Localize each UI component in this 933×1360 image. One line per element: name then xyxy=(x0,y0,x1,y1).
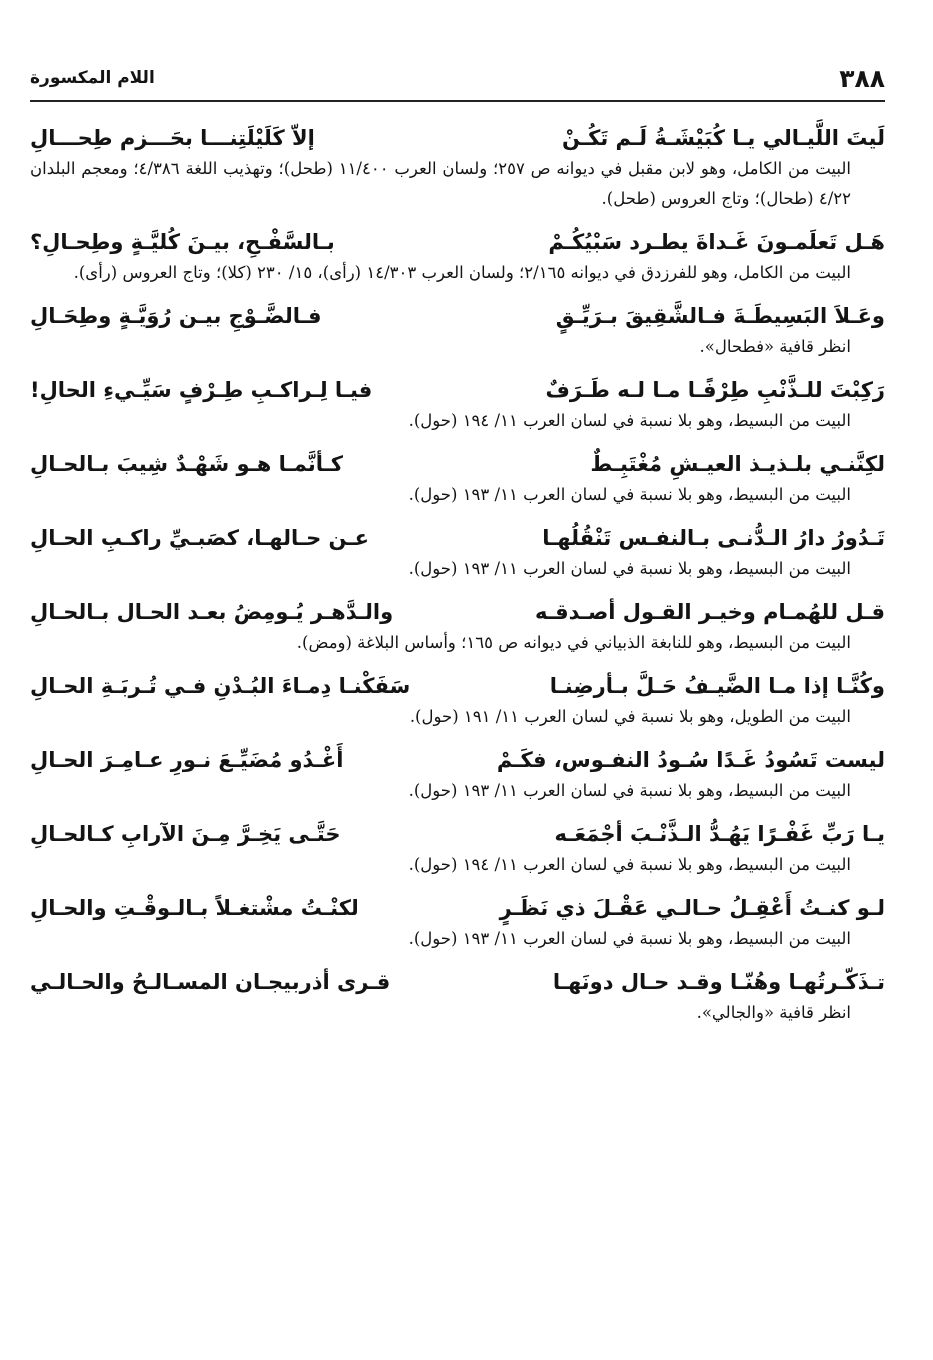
verse-line xyxy=(30,440,885,480)
verse-entry xyxy=(30,114,885,218)
section-title: اللام المكسورة xyxy=(30,68,155,88)
page-number: ٣٨٨ xyxy=(839,63,885,93)
verse-line xyxy=(30,218,885,258)
verse-source-note: البيت من الكامل، وهو للفرزدق في ديوانه ٢/١٦٥؛ ولسان العرب ١٤/٣٠٣ (رأى)، ١٥/ ٢٣٠ (كلا)؛ وتاج العروس (رأى). xyxy=(73,263,851,282)
verse-entry xyxy=(30,366,885,440)
verse-source-note: البيت من البسيط، وهو بلا نسبة في لسان العرب ١١/ ١٩٣ (حول). xyxy=(408,559,851,578)
verse-line xyxy=(30,810,885,850)
verse-first-hemistich: وكُنَّـا إذا مـا الضَّيـفُ حَـلَّ بـأرضِنـا xyxy=(549,674,885,698)
verse-line xyxy=(30,292,885,332)
page-header xyxy=(30,56,885,102)
verse-entry xyxy=(30,440,885,514)
verse-second-hemistich: لكنْـتُ مشْتغـلاً بـالـوقْـتِ والحـالِ xyxy=(30,896,359,920)
verse-second-hemistich: قـرى أذربيجـان المسـالـحُ والحـالـي xyxy=(30,970,391,994)
verse-second-hemistich: فـالضَّـوْجِ بيـن رُوَيَّـةٍ وطِحَـالِ xyxy=(30,304,322,328)
verse-second-hemistich: إلاّ كَلَيْلَتِنـــا بحَـــزم طِحـــالِ xyxy=(30,126,315,150)
verse-source-note: البيت من البسيط، وهو بلا نسبة في لسان العرب ١١/ ١٩٣ (حول). xyxy=(408,929,851,948)
verse-entry xyxy=(30,958,885,1032)
verse-source-note: البيت من الطويل، وهو بلا نسبة في لسان العرب ١١/ ١٩١ (حول). xyxy=(409,707,851,726)
verse-source-note: البيت من البسيط، وهو بلا نسبة في لسان العرب ١١/ ١٩٣ (حول). xyxy=(408,485,851,504)
verse-source-note: البيت من البسيط، وهو بلا نسبة في لسان العرب ١١/ ١٩٤ (حول). xyxy=(408,855,851,874)
verse-entry xyxy=(30,292,885,366)
verse-second-hemistich: أَغْـدُو مُضَيِّـعَ نـورِ عـامِـرَ الحـالِ xyxy=(30,748,344,772)
verse-entry xyxy=(30,588,885,662)
verse-first-hemistich: قـل للهُمـام وخيـر القـول أصـدقـه xyxy=(535,600,885,624)
verse-cross-reference: انظر قافية «والجالي». xyxy=(696,1003,851,1022)
verse-first-hemistich: وعَـلاَ البَسِيطَـةَ فـالشَّقِيقَ بـرَيِّـقٍ xyxy=(555,304,885,328)
verse-source-note: البيت من الكامل، وهو لابن مقبل في ديوانه ص ٢٥٧؛ ولسان العرب ١١/٤٠٠ (طحل)؛ وتهذيب اللغة ٤/٣٨٦؛ ومعجم البلدان ٤/٢٢ (طحال)؛ وتاج العروس (طحل). xyxy=(30,159,851,208)
verse-line xyxy=(30,588,885,628)
verse-first-hemistich: لـو كنـتُ أَعْقِـلُ حـالـي عَقْـلَ ذي نَظَـرٍ xyxy=(499,896,885,920)
verse-first-hemistich: تـذَكّـرتُهـا وهُنّـا وقـد حـال دونَهـا xyxy=(552,970,885,994)
verse-second-hemistich: عـن حـالهـا، كصَبـيِّ راكـبِ الحـالِ xyxy=(30,526,369,550)
verse-first-hemistich: ليست تَسُودُ غَـدًا سُـودُ النفـوس، فكَـمْ xyxy=(496,748,885,772)
verse-entry xyxy=(30,736,885,810)
verse-line xyxy=(30,514,885,554)
verse-first-hemistich: تَـدُورُ دارُ الـدُّنـى بـالنفـس تَنْقُلُهـا xyxy=(542,526,885,550)
verse-line xyxy=(30,958,885,998)
verse-entry xyxy=(30,218,885,292)
verse-line xyxy=(30,366,885,406)
book-page xyxy=(30,56,885,1032)
verse-entry xyxy=(30,662,885,736)
verse-second-hemistich: كـأنَّمـا هـو شَهْـدٌ شِيبَ بـالحـالِ xyxy=(30,452,343,476)
verse-line xyxy=(30,736,885,776)
verse-source-note: البيت من البسيط، وهو بلا نسبة في لسان العرب ١١/ ١٩٤ (حول). xyxy=(408,411,851,430)
verse-cross-reference: انظر قافية «فطحال». xyxy=(699,337,851,356)
verse-first-hemistich: لَيتَ اللَّيـالي يـا كُبَيْشَـةُ لَـم تَكُـنْ xyxy=(562,126,885,150)
verse-source-note: البيت من البسيط، وهو للنابغة الذبياني في ديوانه ص ١٦٥؛ وأساس البلاغة (ومض). xyxy=(296,633,851,652)
verse-entry xyxy=(30,810,885,884)
verse-first-hemistich: يـا رَبِّ غَفْـرًا يَهُـدُّ الـذَّنْـبَ أجْمَعَـه xyxy=(554,822,885,846)
verse-second-hemistich: فيـا لِـراكـبِ طِـرْفٍ سَيِّـيءِ الحالِ! xyxy=(30,378,373,402)
verse-second-hemistich: بـالسَّفْـحِ، بيـنَ كُليَّـةٍ وطِحـالِ؟ xyxy=(30,230,335,254)
verse-line xyxy=(30,884,885,924)
verse-second-hemistich: سَفَكْنـا دِمـاءَ البُـدْنِ فـي تُـربَـةِ الحـالِ xyxy=(30,674,411,698)
verse-first-hemistich: لكِنَّنـي بلـذيـذ العيـشِ مُغْتَبِـطٌ xyxy=(590,452,885,476)
verse-line xyxy=(30,114,885,154)
verse-second-hemistich: حَتَّـى يَخِـرَّ مِـنَ الآرابِ كـالحـالِ xyxy=(30,822,341,846)
verse-entry xyxy=(30,884,885,958)
verse-first-hemistich: هَـل تَعلَمـونَ غَـداةَ يطـرد سَبْيُكُـمْ xyxy=(548,230,885,254)
verse-second-hemistich: والـدَّهـر يُـومِضُ بعـد الحـال بـالحـالِ xyxy=(30,600,394,624)
verse-entry xyxy=(30,514,885,588)
verse-line xyxy=(30,662,885,702)
verse-first-hemistich: رَكِبْتَ للـذَّنْبِ طِرْفًـا مـا لـه طَـرَفٌ xyxy=(545,378,885,402)
verse-source-note: البيت من البسيط، وهو بلا نسبة في لسان العرب ١١/ ١٩٣ (حول). xyxy=(408,781,851,800)
